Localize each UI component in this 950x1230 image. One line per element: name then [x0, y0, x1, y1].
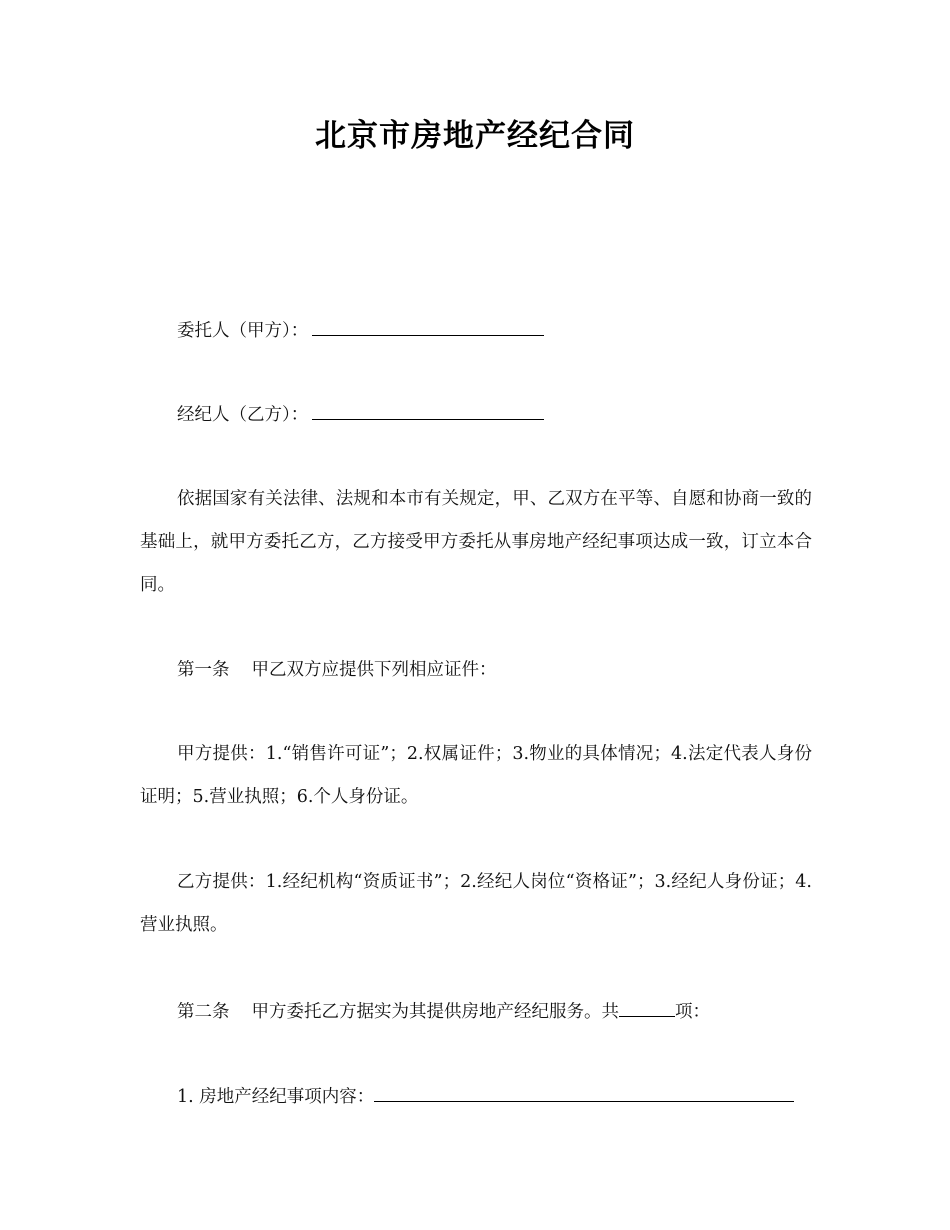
item-1-label: 1. 房地产经纪事项内容：	[177, 1087, 375, 1107]
broker-label: 经纪人（乙方）：	[177, 405, 309, 425]
item-1-blank	[374, 1083, 794, 1102]
item-count-blank	[619, 998, 675, 1017]
preamble-paragraph: 依据国家有关法律、法规和本市有关规定，甲、乙双方在平等、自愿和协商一致的基础上，就甲方委托乙方，乙方接受甲方委托从事房地产经纪事项达成一致，订立本合同。	[140, 489, 812, 595]
party-b-documents-paragraph: 乙方提供：1.经纪机构“资质证书”；2.经纪人岗位“资格证”；3.经纪人身份证；4.营业执照。	[140, 872, 812, 935]
principal-blank	[312, 317, 544, 336]
article-2-text-after: 项：	[675, 1002, 710, 1022]
article-1-text: 甲乙双方应提供下列相应证件：	[251, 660, 497, 680]
item-1-line	[140, 1075, 849, 1119]
article-2-heading	[140, 990, 849, 1034]
broker-line	[140, 393, 849, 437]
party-a-documents-paragraph: 甲方提供：1.“销售许可证”；2.权属证件；3.物业的具体情况；4.法定代表人身份证明；5.营业执照；6.个人身份证。	[140, 744, 812, 807]
article-1-number: 第一条	[177, 660, 230, 680]
principal-line	[140, 309, 849, 353]
article-1-heading	[140, 648, 849, 692]
broker-blank	[312, 401, 544, 420]
article-2-number: 第二条	[177, 1002, 230, 1022]
article-2-text-before: 甲方委托乙方据实为其提供房地产经纪服务。共	[251, 1002, 619, 1022]
document-title: 北京市房地产经纪合同	[315, 118, 635, 154]
principal-label: 委托人（甲方）：	[177, 321, 309, 341]
